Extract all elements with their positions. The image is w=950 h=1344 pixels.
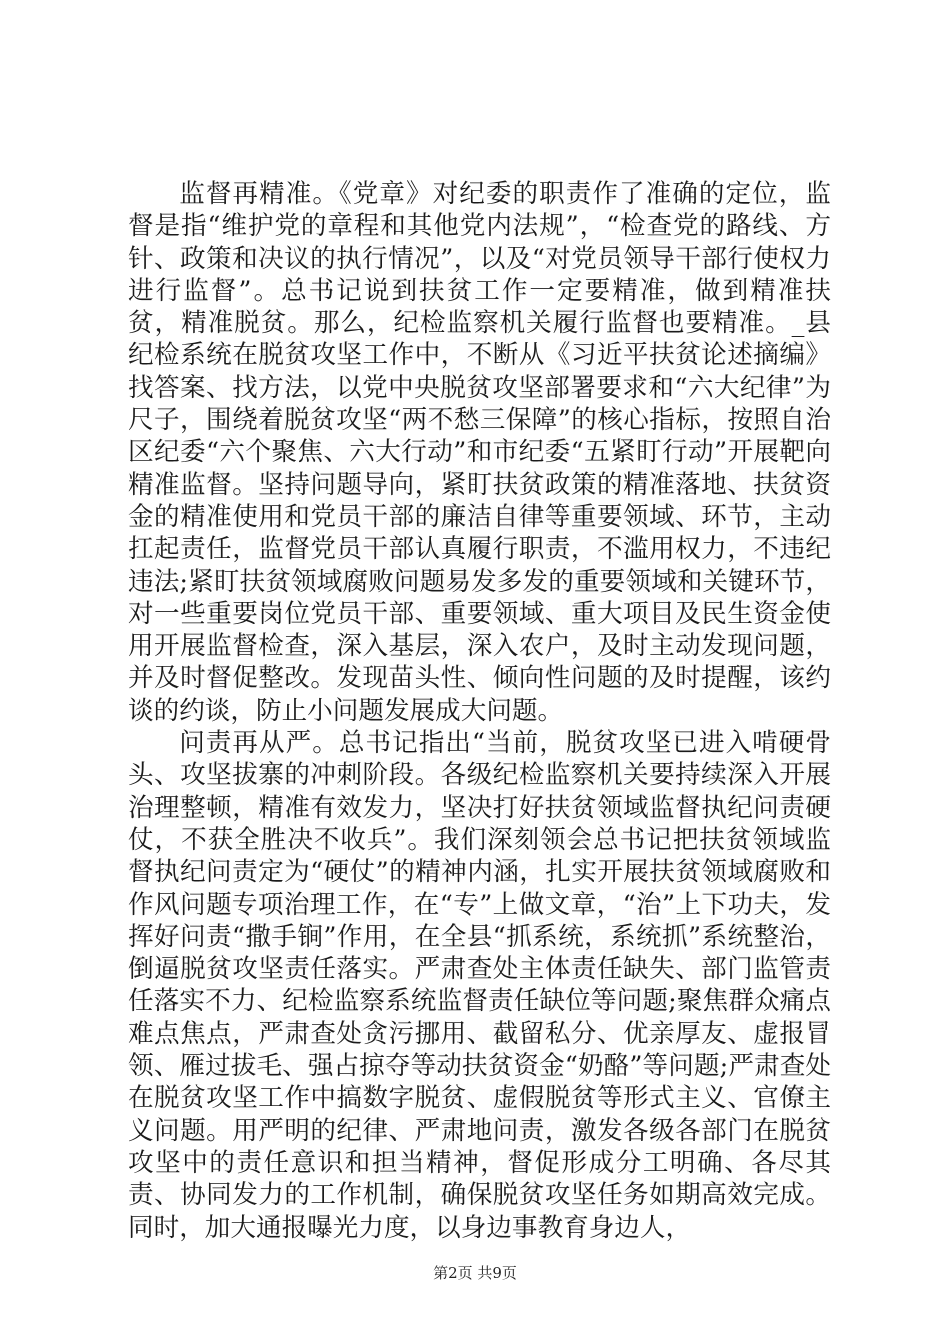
page-footer [0, 1262, 950, 1283]
page-number: 第2页 共9页 [433, 1264, 517, 1282]
document-body [128, 178, 831, 1244]
paragraph-supervision: 监督再精准。《党章》对纪委的职责作了准确的定位，监督是指“维护党的章程和其他党内法规”，“检查党的路线、方针、政策和决议的执行情况”，以及“对党员领导干部行使权力进行监督”。总书记说到扶贫工作一定要精准，做到精准扶贫，精准脱贫。那么，纪检监察机关履行监督也要精准。_县纪检系统在脱贫攻坚工作中，不断从《习近平扶贫论述摘编》找答案、找方法，以党中央脱贫攻坚部署要求和“六大纪律”为尺子，围绕着脱贫攻坚“两不愁三保障”的核心指标，按照自治区纪委“六个聚焦、六大行动”和市纪委“五紧盯行动”开展靶向精准监督。坚持问题导向，紧盯扶贫政策的精准落地、扶贫资金的精准使用和党员干部的廉洁自律等重要领域、环节，主动扛起责任，监督党员干部认真履行职责，不滥用权力，不违纪违法;紧盯扶贫领域腐败问题易发多发的重要领域和关键环节，对一些重要岗位党员干部、重要领域、重大项目及民生资金使用开展监督检查，深入基层，深入农户，及时主动发现问题，并及时督促整改。发现苗头性、倾向性问题的及时提醒，该约谈的约谈，防止小问题发展成大问题。 [128, 179, 831, 726]
paragraph-accountability: 问责再从严。总书记指出“当前，脱贫攻坚已进入啃硬骨头、攻坚拔寨的冲刺阶段。各级纪检监察机关要持续深入开展治理整顿，精准有效发力，坚决打好扶贫领域监督执纪问责硬仗，不获全胜决不收兵”。我们深刻领会总书记把扶贫领域监督执纪问责定为“硬仗”的精神内涵，扎实开展扶贫领域腐败和作风问题专项治理工作，在“专”上做文章，“治”上下功夫，发挥好问责“撒手锏”作用，在全县“抓系统，系统抓”系统整治，倒逼脱贫攻坚责任落实。严肃查处主体责任缺失、部门监管责任落实不力、纪检监察系统监督责任缺位等问题;聚焦群众痛点难点焦点，严肃查处贪污挪用、截留私分、优亲厚友、虚报冒领、雁过拔毛、强占掠夺等动扶贫资金“奶酪”等问题;严肃查处在脱贫攻坚工作中搞数字脱贫、虚假脱贫等形式主义、官僚主义问题。用严明的纪律、严肃地问责，激发各级各部门在脱贫攻坚中的责任意识和担当精神，督促形成分工明确、各尽其责、协同发力的工作机制，确保脱贫攻坚任务如期高效完成。同时，加大通报曝光力度，以身边事教育身边人， [128, 728, 831, 1243]
